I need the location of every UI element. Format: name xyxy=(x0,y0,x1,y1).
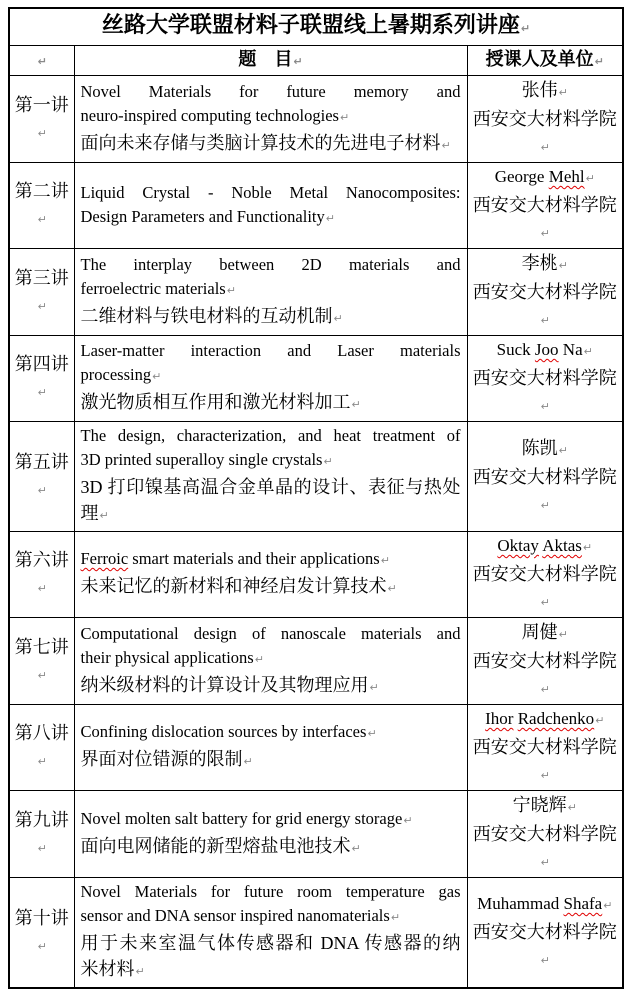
text-segment: Laser-matter interaction and Laser materials xyxy=(80,341,461,360)
text-segment: George xyxy=(494,167,549,186)
pilcrow-mark-icon: ↵ xyxy=(351,398,361,411)
table-title-cell xyxy=(9,8,623,46)
speaker-line xyxy=(470,337,621,365)
pilcrow-mark-icon: ↵ xyxy=(558,86,568,99)
text-segment: 西安交大材料学院 xyxy=(472,466,617,487)
lecture-title-cell xyxy=(74,163,467,249)
lecture-number-cell xyxy=(9,422,74,532)
text-segment: 西安交大材料学院 xyxy=(472,824,617,844)
speaker-cell xyxy=(467,618,623,705)
speaker-cell xyxy=(467,878,623,989)
text-segment: processing xyxy=(80,365,152,384)
pilcrow-mark-icon: ↵ xyxy=(243,755,253,768)
misspelled-word: Ferroic xyxy=(80,549,129,568)
pilcrow-mark-icon: ↵ xyxy=(254,652,264,666)
title-line xyxy=(81,339,461,363)
pilcrow-mark-icon: ↵ xyxy=(387,582,397,595)
title-line xyxy=(81,646,461,672)
speaker-line xyxy=(470,106,621,161)
pilcrow-mark-icon: ↵ xyxy=(339,110,350,124)
text-segment: 第八讲 xyxy=(14,723,69,743)
table-row xyxy=(9,791,623,878)
lecture-number-cell xyxy=(9,532,74,618)
header-speaker-label: 授课人及单位 xyxy=(485,49,594,69)
text-segment: 第二讲 xyxy=(14,181,69,201)
table-title-text: 丝路大学联盟材料子联盟线上暑期系列讲座 xyxy=(101,12,520,37)
pilcrow-mark-icon: ↵ xyxy=(540,683,550,696)
lecture-title-cell xyxy=(74,618,467,705)
speaker-line xyxy=(470,250,621,279)
speaker-line xyxy=(470,792,621,821)
title-line xyxy=(81,573,461,602)
pilcrow-mark-icon: ↵ xyxy=(37,126,47,140)
lecture-number xyxy=(14,807,70,862)
text-segment: 西安交大材料学院 xyxy=(472,109,617,129)
pilcrow-mark-icon: ↵ xyxy=(540,596,550,609)
title-line xyxy=(81,181,461,205)
lecture-number xyxy=(14,265,70,320)
text-segment: 西安交大材料学院 xyxy=(472,195,617,215)
text-segment: 西安交大材料学院 xyxy=(472,922,617,942)
text-segment: 用于未来室温气体传感器和 DNA 传感器的纳 xyxy=(80,933,461,953)
title-line xyxy=(81,547,461,573)
text-segment: 李桃 xyxy=(521,253,558,273)
pilcrow-mark-icon: ↵ xyxy=(293,55,303,68)
lecture-number xyxy=(14,178,70,233)
text-segment: 第四讲 xyxy=(14,354,69,374)
pilcrow-mark-icon: ↵ xyxy=(441,138,451,152)
speaker-line xyxy=(470,279,621,334)
pilcrow-mark-icon: ↵ xyxy=(594,55,604,68)
table-title-row xyxy=(9,8,623,46)
speaker-line xyxy=(470,648,621,703)
lecture-title-cell xyxy=(74,249,467,336)
title-line xyxy=(81,424,461,448)
pilcrow-mark-icon: ↵ xyxy=(595,714,605,727)
header-cell-empty xyxy=(9,46,74,76)
text-segment: 西安交大材料学院 xyxy=(472,368,617,388)
misspelled-word: Aktas xyxy=(542,536,582,555)
table-row xyxy=(9,422,623,532)
pilcrow-mark-icon: ↵ xyxy=(37,582,47,595)
lecture-number-cell xyxy=(9,791,74,878)
table-row xyxy=(9,76,623,163)
text-segment: Suck xyxy=(496,340,535,359)
pilcrow-mark-icon: ↵ xyxy=(582,541,593,554)
lecture-title-cell xyxy=(74,76,467,163)
pilcrow-mark-icon: ↵ xyxy=(540,400,550,413)
lecture-number xyxy=(14,351,70,406)
pilcrow-mark-icon: ↵ xyxy=(403,813,413,827)
pilcrow-mark-icon: ↵ xyxy=(37,755,47,768)
text-segment: 第五讲 xyxy=(14,452,69,472)
text-segment: 3D printed superalloy single crystals xyxy=(80,450,323,469)
pilcrow-mark-icon: ↵ xyxy=(37,55,47,68)
lecture-number-cell xyxy=(9,878,74,989)
text-segment: 西安交大材料学院 xyxy=(472,564,617,584)
lecture-number-cell xyxy=(9,163,74,249)
speaker-line xyxy=(470,919,621,974)
speaker-cell xyxy=(467,532,623,618)
pilcrow-mark-icon: ↵ xyxy=(37,841,47,855)
table-row xyxy=(9,163,623,249)
speaker-line xyxy=(470,192,621,247)
header-cell-speaker xyxy=(467,46,623,76)
title-line xyxy=(81,130,461,159)
title-line xyxy=(81,930,461,956)
text-segment: 第一讲 xyxy=(14,94,69,115)
table-row xyxy=(9,532,623,618)
text-segment: 纳米级材料的计算设计及其物理应用 xyxy=(80,674,369,695)
title-line xyxy=(81,720,461,746)
misspelled-word: Joo xyxy=(534,340,559,359)
pilcrow-mark-icon: ↵ xyxy=(37,484,47,497)
text-segment: 理 xyxy=(80,503,99,523)
text-segment: 周健 xyxy=(521,622,558,642)
pilcrow-mark-icon: ↵ xyxy=(558,259,568,272)
speaker-cell xyxy=(467,249,623,336)
text-segment: The design, characterization, and heat treatment of xyxy=(80,426,461,445)
speaker-cell xyxy=(467,422,623,532)
pilcrow-mark-icon: ↵ xyxy=(540,954,550,967)
title-line xyxy=(81,277,461,303)
lecture-title-cell xyxy=(74,336,467,422)
pilcrow-mark-icon: ↵ xyxy=(558,443,568,457)
speaker-cell xyxy=(467,76,623,163)
pilcrow-mark-icon: ↵ xyxy=(540,498,550,512)
title-line xyxy=(81,672,461,701)
text-segment: 未来记忆的新材料和神经启发计算技术 xyxy=(80,576,387,596)
speaker-line xyxy=(470,164,621,192)
title-line xyxy=(81,622,461,646)
pilcrow-mark-icon: ↵ xyxy=(367,727,377,740)
text-segment: Novel Materials for future room temperature gas xyxy=(80,882,461,901)
text-segment: 面向未来存储与类脑计算技术的先进电子材料 xyxy=(80,132,441,153)
title-line xyxy=(81,448,461,474)
pilcrow-mark-icon: ↵ xyxy=(351,841,361,855)
lecture-number-cell xyxy=(9,76,74,163)
speaker-cell xyxy=(467,791,623,878)
text-segment: sensor and DNA sensor inspired nanomaterials xyxy=(80,906,390,925)
lecture-title-cell xyxy=(74,878,467,989)
pilcrow-mark-icon: ↵ xyxy=(152,370,162,383)
text-segment: 西安交大材料学院 xyxy=(472,282,617,302)
table-header-row xyxy=(9,46,623,76)
header-title-label: 题 目 xyxy=(238,49,293,69)
title-line xyxy=(81,389,461,418)
pilcrow-mark-icon: ↵ xyxy=(325,211,335,225)
speaker-line xyxy=(470,734,621,789)
text-segment: 激光物质相互作用和激光材料加工 xyxy=(80,392,351,412)
misspelled-word: Radchenko xyxy=(517,709,595,728)
text-segment: 第十讲 xyxy=(14,908,69,928)
lecture-number-cell xyxy=(9,705,74,791)
text-segment: Computational design of nanoscale materials and xyxy=(80,623,461,643)
pilcrow-mark-icon: ↵ xyxy=(558,628,568,641)
misspelled-word: Shafa xyxy=(563,894,603,913)
speaker-line xyxy=(470,891,621,919)
lecture-title-cell xyxy=(74,532,467,618)
pilcrow-mark-icon: ↵ xyxy=(540,141,550,154)
title-line xyxy=(81,807,461,833)
pilcrow-mark-icon: ↵ xyxy=(333,311,343,325)
text-segment: 界面对位错源的限制 xyxy=(80,749,243,769)
speaker-line xyxy=(470,435,621,464)
speaker-line xyxy=(470,706,621,734)
pilcrow-mark-icon: ↵ xyxy=(540,314,550,327)
table-row xyxy=(9,249,623,336)
title-line xyxy=(81,956,461,985)
text-segment: 陈凯 xyxy=(521,437,558,458)
pilcrow-mark-icon: ↵ xyxy=(540,227,550,240)
text-segment: 张伟 xyxy=(521,80,558,100)
lecture-number-cell xyxy=(9,249,74,336)
pilcrow-mark-icon: ↵ xyxy=(37,299,47,313)
speaker-line xyxy=(470,619,621,648)
text-segment: 面向电网储能的新型熔盐电池技术 xyxy=(80,835,351,856)
title-line xyxy=(81,904,461,930)
title-line xyxy=(81,474,461,500)
text-segment: 第七讲 xyxy=(14,636,69,657)
title-line xyxy=(81,880,461,904)
text-segment: The interplay between 2D materials and xyxy=(80,254,461,274)
text-segment: Novel molten salt battery for grid energy storage xyxy=(80,808,403,828)
title-line xyxy=(81,833,461,862)
speaker-line xyxy=(470,464,621,519)
lecture-number xyxy=(14,634,70,689)
misspelled-word: Ihor xyxy=(485,709,514,728)
text-segment: Design Parameters and Functionality xyxy=(80,206,325,226)
pilcrow-mark-icon: ↵ xyxy=(540,769,550,782)
pilcrow-mark-icon: ↵ xyxy=(583,345,593,358)
text-segment: ferroelectric materials xyxy=(80,278,226,298)
speaker-line xyxy=(470,821,621,876)
text-segment: 第三讲 xyxy=(14,267,69,288)
table-row xyxy=(9,618,623,705)
title-line xyxy=(81,253,461,277)
text-segment: Muhammad xyxy=(477,894,564,913)
speaker-cell xyxy=(467,705,623,791)
table-row xyxy=(9,878,623,989)
lecture-number xyxy=(14,449,70,504)
speaker-cell xyxy=(467,336,623,422)
title-line xyxy=(81,104,461,130)
text-segment: neuro-inspired computing technologies xyxy=(80,105,339,125)
text-segment: 西安交大材料学院 xyxy=(472,737,617,757)
pilcrow-mark-icon: ↵ xyxy=(540,856,550,869)
title-line xyxy=(81,303,461,332)
table-body xyxy=(9,76,623,989)
misspelled-word: Oktay xyxy=(497,536,539,555)
lecture-number xyxy=(14,720,70,775)
text-segment: 第六讲 xyxy=(14,550,69,570)
lecture-number-cell xyxy=(9,618,74,705)
table-row xyxy=(9,705,623,791)
text-segment: 二维材料与铁电材料的互动机制 xyxy=(80,305,333,326)
speaker-line xyxy=(470,533,621,561)
title-line xyxy=(81,363,461,389)
table-row xyxy=(9,336,623,422)
title-line xyxy=(81,80,461,104)
lecture-number xyxy=(14,92,70,147)
lecture-number xyxy=(14,905,70,960)
pilcrow-mark-icon: ↵ xyxy=(390,911,401,924)
text-segment: 米材料 xyxy=(80,959,135,979)
misspelled-word: Mehl xyxy=(548,167,585,186)
pilcrow-mark-icon: ↵ xyxy=(603,899,613,912)
text-segment: 西安交大材料学院 xyxy=(472,651,617,671)
lecture-title-cell xyxy=(74,422,467,532)
text-segment: Liquid Crystal - Noble Metal Nanocomposites: xyxy=(80,182,461,202)
pilcrow-mark-icon: ↵ xyxy=(37,940,47,953)
text-segment: 宁晓辉 xyxy=(512,795,567,815)
speaker-line xyxy=(470,77,621,106)
lecture-title-cell xyxy=(74,791,467,878)
text-segment: smart materials and their applications xyxy=(128,549,380,568)
pilcrow-mark-icon: ↵ xyxy=(37,213,47,226)
pilcrow-mark-icon: ↵ xyxy=(520,22,531,35)
speaker-line xyxy=(470,561,621,616)
text-segment: Confining dislocation sources by interfaces xyxy=(80,722,367,741)
title-line xyxy=(81,205,461,231)
lecture-number-cell xyxy=(9,336,74,422)
pilcrow-mark-icon: ↵ xyxy=(37,668,47,682)
pilcrow-mark-icon: ↵ xyxy=(37,386,47,399)
text-segment: Na xyxy=(558,340,583,359)
text-segment: their physical applications xyxy=(80,647,254,667)
pilcrow-mark-icon: ↵ xyxy=(380,554,390,567)
pilcrow-mark-icon: ↵ xyxy=(323,455,333,468)
speaker-cell xyxy=(467,163,623,249)
lecture-title-cell xyxy=(74,705,467,791)
pilcrow-mark-icon: ↵ xyxy=(135,965,145,978)
text-segment: Novel Materials for future memory and xyxy=(80,81,461,101)
text-segment: 第九讲 xyxy=(14,809,69,830)
pilcrow-mark-icon: ↵ xyxy=(567,801,577,814)
pilcrow-mark-icon: ↵ xyxy=(99,509,109,522)
title-line xyxy=(81,746,461,775)
speaker-line xyxy=(470,365,621,420)
title-line xyxy=(81,500,461,529)
lecture-schedule-table xyxy=(8,7,624,989)
pilcrow-mark-icon: ↵ xyxy=(585,172,595,185)
text-segment: 3D 打印镍基高温合金单晶的设计、表征与热处 xyxy=(80,477,461,497)
pilcrow-mark-icon: ↵ xyxy=(226,283,236,297)
lecture-number xyxy=(14,547,70,602)
header-cell-title xyxy=(74,46,467,76)
pilcrow-mark-icon: ↵ xyxy=(369,680,379,694)
